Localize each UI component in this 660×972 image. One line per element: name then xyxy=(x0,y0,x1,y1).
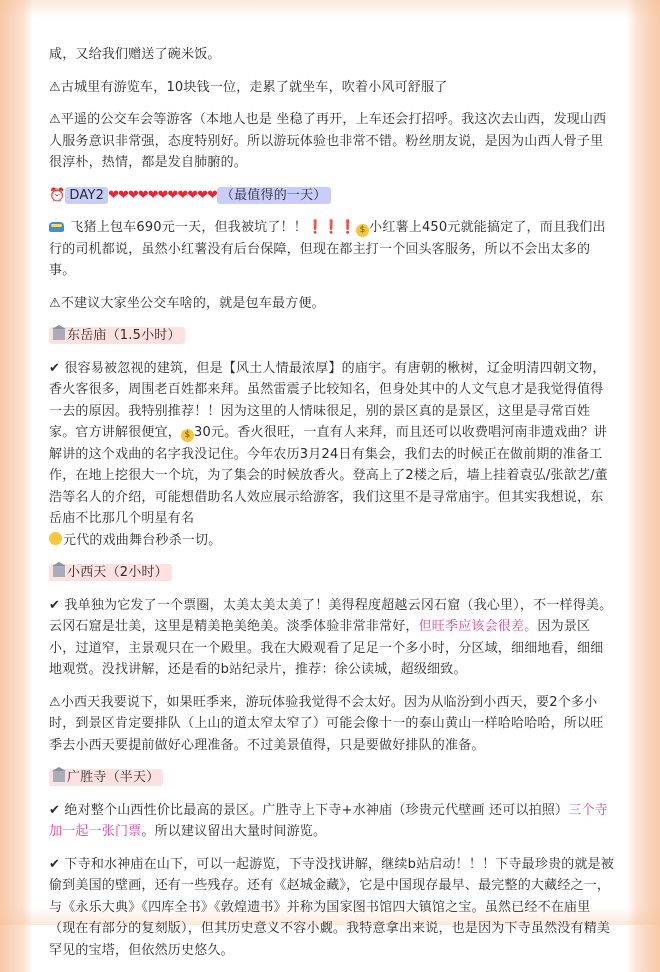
article-body xyxy=(49,44,615,972)
paragraph-charter-car: 飞猪上包车690元一天，但我被坑了！！❗❗❗ $ 小红薯上450元就能搞定了，而且我们出行的司机都说，虽然小红薯没有后台保障，但现在都主打一个回头客服务，所以不会出太多的事。 xyxy=(49,220,606,278)
classical-building-icon xyxy=(53,771,65,782)
section-heading-dongyue: 东岳庙（1.5小时） xyxy=(49,325,615,347)
paragraph-guangsheng: ✔ 绝对整个山西性价比最高的景区。广胜寺上下寺+水神庙（珍贵元代壁画 还可以拍照）三个寺加一起一张门票。所以建议留出大量时间游览。 xyxy=(49,802,608,839)
paragraph-dongyue: ✔ 很容易被忽视的建筑，但是【风土人情最浓厚】的庙宇。有唐朝的楸树，辽金明清四朝文物，香火客很多，周围老百姓都来拜。虽然雷震子比较知名，但身处其中的人文气息才是我觉得值得一去的原因。我特别推荐！！因为这里的人情味很足，别的景区真的是景区，这里是寻常百姓家。官方讲解很便宜， $ 30元。香火很旺，一直有人来拜，而且还可以收费唱河南非遗戏曲？讲解讲的这个戏曲的名字我没记住。今年农历3月24日有集会，我们去的时候正在做前期的准备工作，在地上挖很大一个坑，为了集会的时候放香火。登高上了2楼之后，墙上挂着袁弘/张歆艺/董浩等名人的介绍，可能想借助名人效应展示给游客，我们这里不是寻常庙宇。但其实我想说，东岳庙不比那几个明星有名 元代的戏曲舞台秒杀一切。 xyxy=(49,360,608,548)
day2-note: （最值得的一天） xyxy=(217,187,331,204)
paragraph-sightseeing-cart: ⚠古城里有游览车，10块钱一位，走累了就坐车，吹着小风可舒服了 xyxy=(49,79,448,95)
paragraph-rice: 咸，又给我们赠送了碗米饭。 xyxy=(49,47,221,62)
section-heading-guangsheng: 广胜寺（半天） xyxy=(49,767,615,789)
taxi-icon xyxy=(49,222,64,232)
paragraph-xiaoxitian-queue: ⚠小西天我要说下，如果旺季来，游玩体验我觉得不会太好。因为从临汾到小西天，要2个多小时，到景区肯定要排队（上山的道太窄太窄了）可能会像十一的泰山黄山一样哈哈哈哈，所以旺季去小西天要提前做好心理准备。不过美景值得，只是要做好排队的准备。 xyxy=(49,694,604,753)
highlight-peak-season: 但旺季应该会很差。 xyxy=(418,619,538,634)
grinning-sweat-icon xyxy=(49,532,62,545)
exclamation-icon: ❗❗❗ xyxy=(306,220,357,235)
day2-heading xyxy=(49,185,615,207)
highlight-ticket: 三个寺加一起一张门票 xyxy=(49,802,608,839)
classical-building-icon xyxy=(53,566,65,577)
paragraph-xiaoxitian: ✔ 我单独为它发了一个票圈，太美太美太美了！美得程度超越云冈石窟（我心里），不一样得美。云冈石窟是壮美，这里是精美艳美绝美。淡季体验非常非常好，但旺季应该会很差。因为景区小，过道窄，主景观只在一个殿里。我在大殿观看了足足一个多小时，分区域，细细地看，细细地观赏。没找讲解，还是看的b站纪录片，推荐：徐公读城，超级细致。 xyxy=(49,597,613,677)
heart-icon: ❤❤❤❤❤❤❤❤❤❤❤ xyxy=(108,187,217,203)
day2-label: DAY2 xyxy=(65,187,108,204)
section-heading-xiaoxitian: 小西天（2小时） xyxy=(49,562,615,584)
alarm-clock-icon: ⏰ xyxy=(49,187,66,203)
paragraph-lower-temple: ✔ 下寺和水神庙在山下，可以一起游览，下寺没找讲解，继续b站启动！！！下寺最珍贵的就是被偷到美国的壁画，还有一些残存。还有《赵城金藏》，它是中国现存最早、最完整的大藏经之一，与《永乐大典》《四库全书》《敦煌遗书》并称为国家图书馆四大镇馆之宝。虽然已经不在庙里（现在有部分的复刻版），但其历史意义不容小觑。我特意拿出来说，也是因为下寺虽然没有精美罕见的宝塔，但依然历史悠久。 xyxy=(49,856,615,958)
paragraph-no-bus: ⚠不建议大家坐公交车啥的，就是包车最方便。 xyxy=(49,295,325,311)
paragraph-bus: ⚠平遥的公交车会等游客（本地人也是 坐稳了再开，上车还会打招呼。我这次去山西，发现山西人服务意识非常强，态度特别好。所以游玩体验也非常不错。粉丝朋友说，是因为山西人骨子里很淳朴，热情，都是发自肺腑的。 xyxy=(49,112,607,170)
money-bag-icon: $ xyxy=(181,429,194,442)
classical-building-icon xyxy=(53,329,65,340)
money-bag-icon: $ xyxy=(356,224,369,237)
